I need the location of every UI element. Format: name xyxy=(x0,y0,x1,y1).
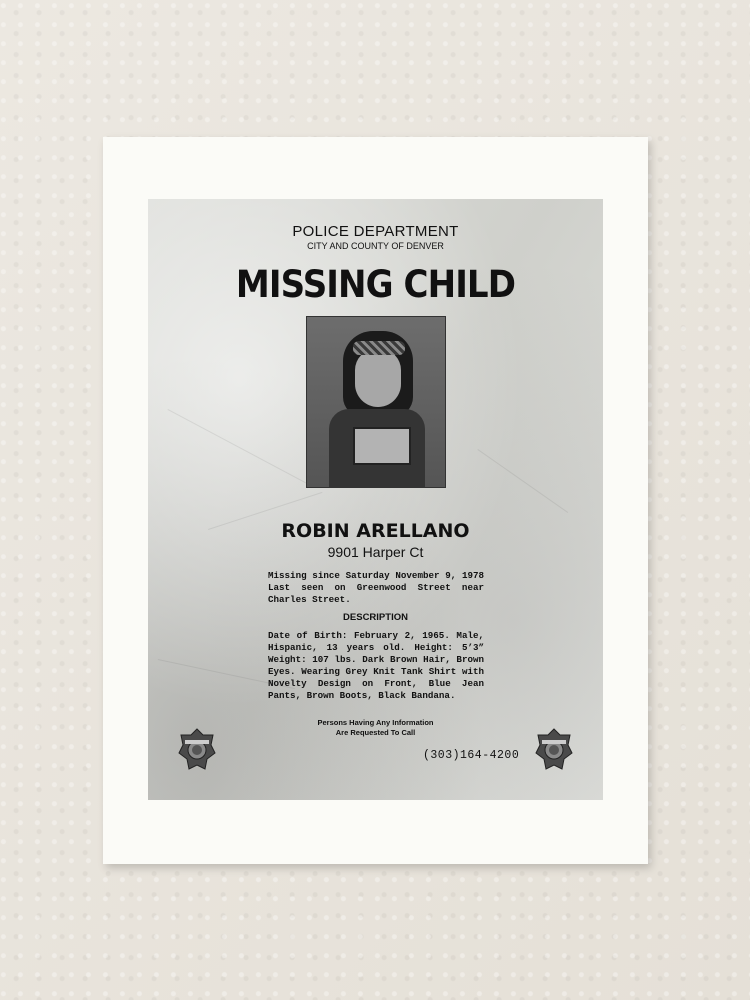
missing-poster xyxy=(148,199,603,800)
art-print-mat xyxy=(103,137,648,864)
jurisdiction-subtitle: CITY AND COUNTY OF DENVER xyxy=(307,241,444,251)
description-heading: DESCRIPTION xyxy=(343,612,408,623)
police-badge-icon xyxy=(534,727,574,773)
police-badge-icon xyxy=(177,727,217,773)
child-portrait-photo xyxy=(306,316,446,488)
child-address: 9901 Harper Ct xyxy=(327,544,424,560)
child-name: ROBIN ARELLANO xyxy=(281,520,470,542)
call-line-1: Persons Having Any Information xyxy=(317,718,434,727)
department-title: POLICE DEPARTMENT xyxy=(292,223,459,240)
phone-number: (303)164-4200 xyxy=(423,749,520,762)
last-seen-paragraph: Missing since Saturday November 9, 1978 Last seen on Greenwood Street near Charles Street. xyxy=(268,570,484,605)
description-paragraph: Date of Birth: February 2, 1965. Male, Hispanic, 13 years old. Height: 5’3” Weight: 107 lbs. Dark Brown Hair, Brown Eyes. Wearing Grey Knit Tank Shirt with Novelty Design on Front, Blue Jean Pants, Brown Boots, Black Bandana. xyxy=(268,630,484,701)
headline: MISSING CHILD xyxy=(235,263,516,306)
call-line-2: Are Requested To Call xyxy=(335,728,416,737)
